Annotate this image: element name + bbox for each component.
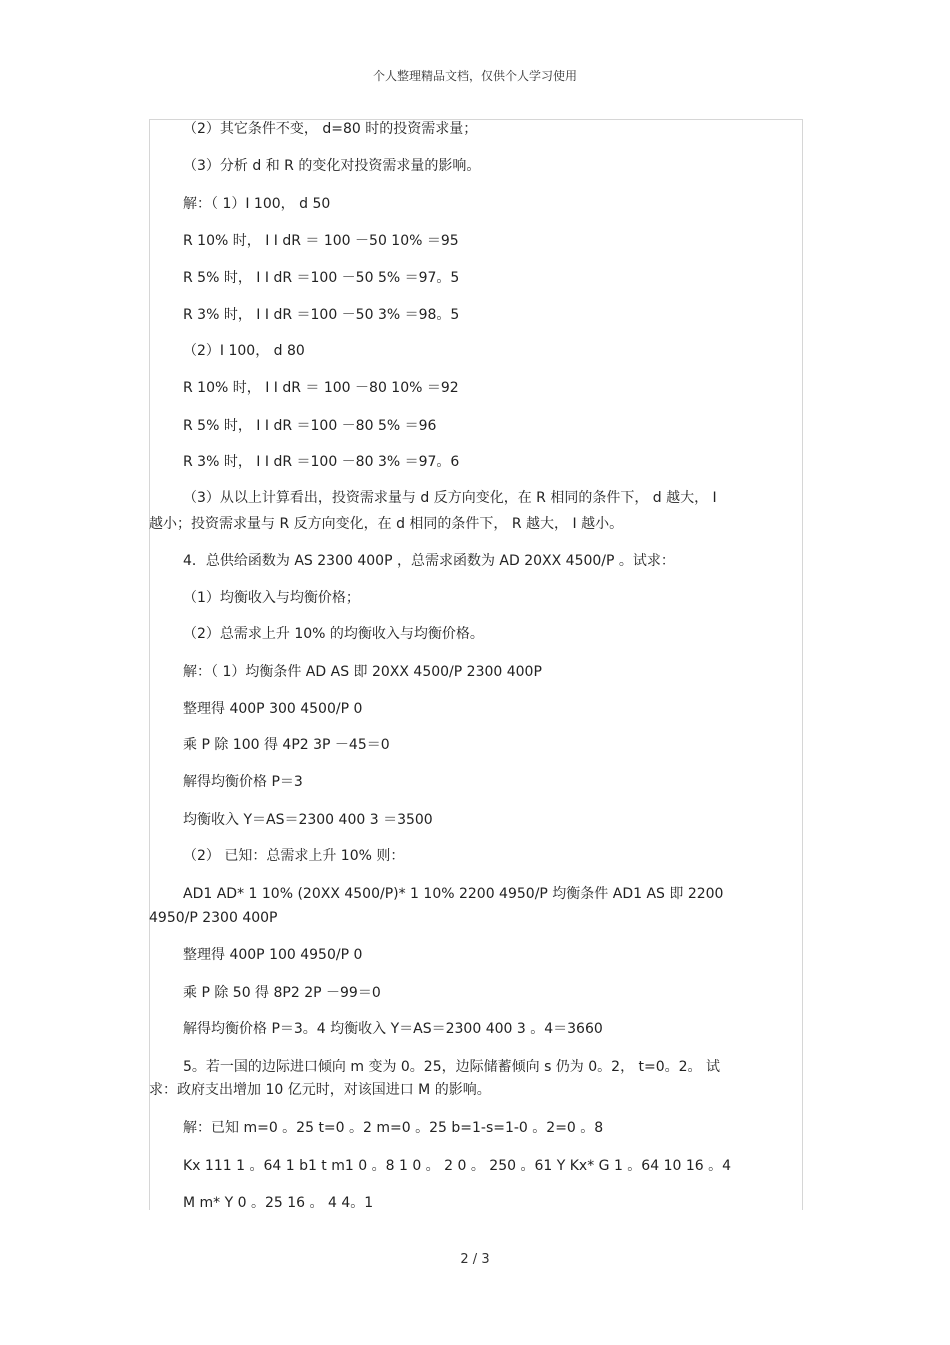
text-line: （2）总需求上升 10% 的均衡收入与均衡价格。 — [183, 626, 484, 642]
page-header: 个人整理精品文档，仅供个人学习使用 — [372, 69, 577, 83]
text-line: （1）均衡收入与均衡价格； — [183, 590, 360, 606]
text-line: （3）从以上计算看出，投资需求量与 d 反方向变化，在 R 相同的条件下， d 越大， I — [183, 490, 717, 506]
text-line: 整理得 400P 300 4500/P 0 — [183, 701, 363, 717]
text-line: R 10% 时， I I dR ＝ 100 －50 10% ＝95 — [183, 233, 459, 249]
text-line: （3）分析 d 和 R 的变化对投资需求量的影响。 — [183, 158, 481, 174]
text-line: （2）I 100， d 80 — [183, 343, 305, 359]
text-line: 越小；投资需求量与 R 反方向变化，在 d 相同的条件下， R 越大， I 越小。 — [149, 516, 624, 532]
text-line: 解：（ 1）均衡条件 AD AS 即 20XX 4500/P 2300 400P — [183, 664, 542, 680]
text-line: R 10% 时， I I dR ＝ 100 －80 10% ＝92 — [183, 380, 459, 396]
text-line: 5。若一国的边际进口倾向 m 变为 0。25，边际储蓄倾向 s 仍为 0。2， t=0。2。 试 — [183, 1059, 721, 1075]
text-line: R 5% 时， I I dR ＝100 －50 5% ＝97。5 — [183, 270, 460, 286]
text-line: （2） 已知：总需求上升 10% 则： — [183, 848, 405, 864]
text-line: 乘 P 除 100 得 4P2 3P －45＝0 — [183, 737, 390, 753]
text-line: 解：已知 m=0 。25 t=0 。2 m=0 。25 b=1-s=1-0 。2=0 。8 — [183, 1120, 604, 1136]
text-line: R 3% 时， I I dR ＝100 －50 3% ＝98。5 — [183, 307, 460, 323]
page-number: 2 / 3 — [460, 1252, 490, 1267]
text-line: 整理得 400P 100 4950/P 0 — [183, 947, 363, 963]
text-line: 4．总供给函数为 AS 2300 400P ，总需求函数为 AD 20XX 4500/P 。试求： — [183, 553, 675, 569]
text-line: 解得均衡价格 P＝3 — [183, 774, 303, 790]
text-line: 解：（ 1）I 100， d 50 — [183, 196, 331, 212]
text-line: 4950/P 2300 400P — [149, 910, 278, 926]
text-line: 解得均衡价格 P＝3。4 均衡收入 Y＝AS＝2300 400 3 。4＝3660 — [183, 1021, 603, 1037]
text-line: M m* Y 0 。25 16 。 4 4。1 — [183, 1195, 374, 1211]
text-line: R 3% 时， I I dR ＝100 －80 3% ＝97。6 — [183, 454, 460, 470]
text-line: 均衡收入 Y＝AS＝2300 400 3 ＝3500 — [183, 812, 433, 828]
text-line: AD1 AD* 1 10% (20XX 4500/P)* 1 10% 2200 4950/P 均衡条件 AD1 AS 即 2200 — [183, 886, 724, 902]
text-line: R 5% 时， I I dR ＝100 －80 5% ＝96 — [183, 418, 437, 434]
text-line: （2）其它条件不变， d=80 时的投资需求量； — [183, 121, 478, 137]
text-line: 乘 P 除 50 得 8P2 2P －99＝0 — [183, 985, 381, 1001]
text-line: Kx 111 1 。64 1 b1 t m1 0 。8 1 0 。 2 0 。 250 。61 Y Kx* G 1 。64 10 16 。4 — [183, 1158, 732, 1174]
text-line: 求：政府支出增加 10 亿元时，对该国进口 M 的影响。 — [149, 1082, 491, 1098]
